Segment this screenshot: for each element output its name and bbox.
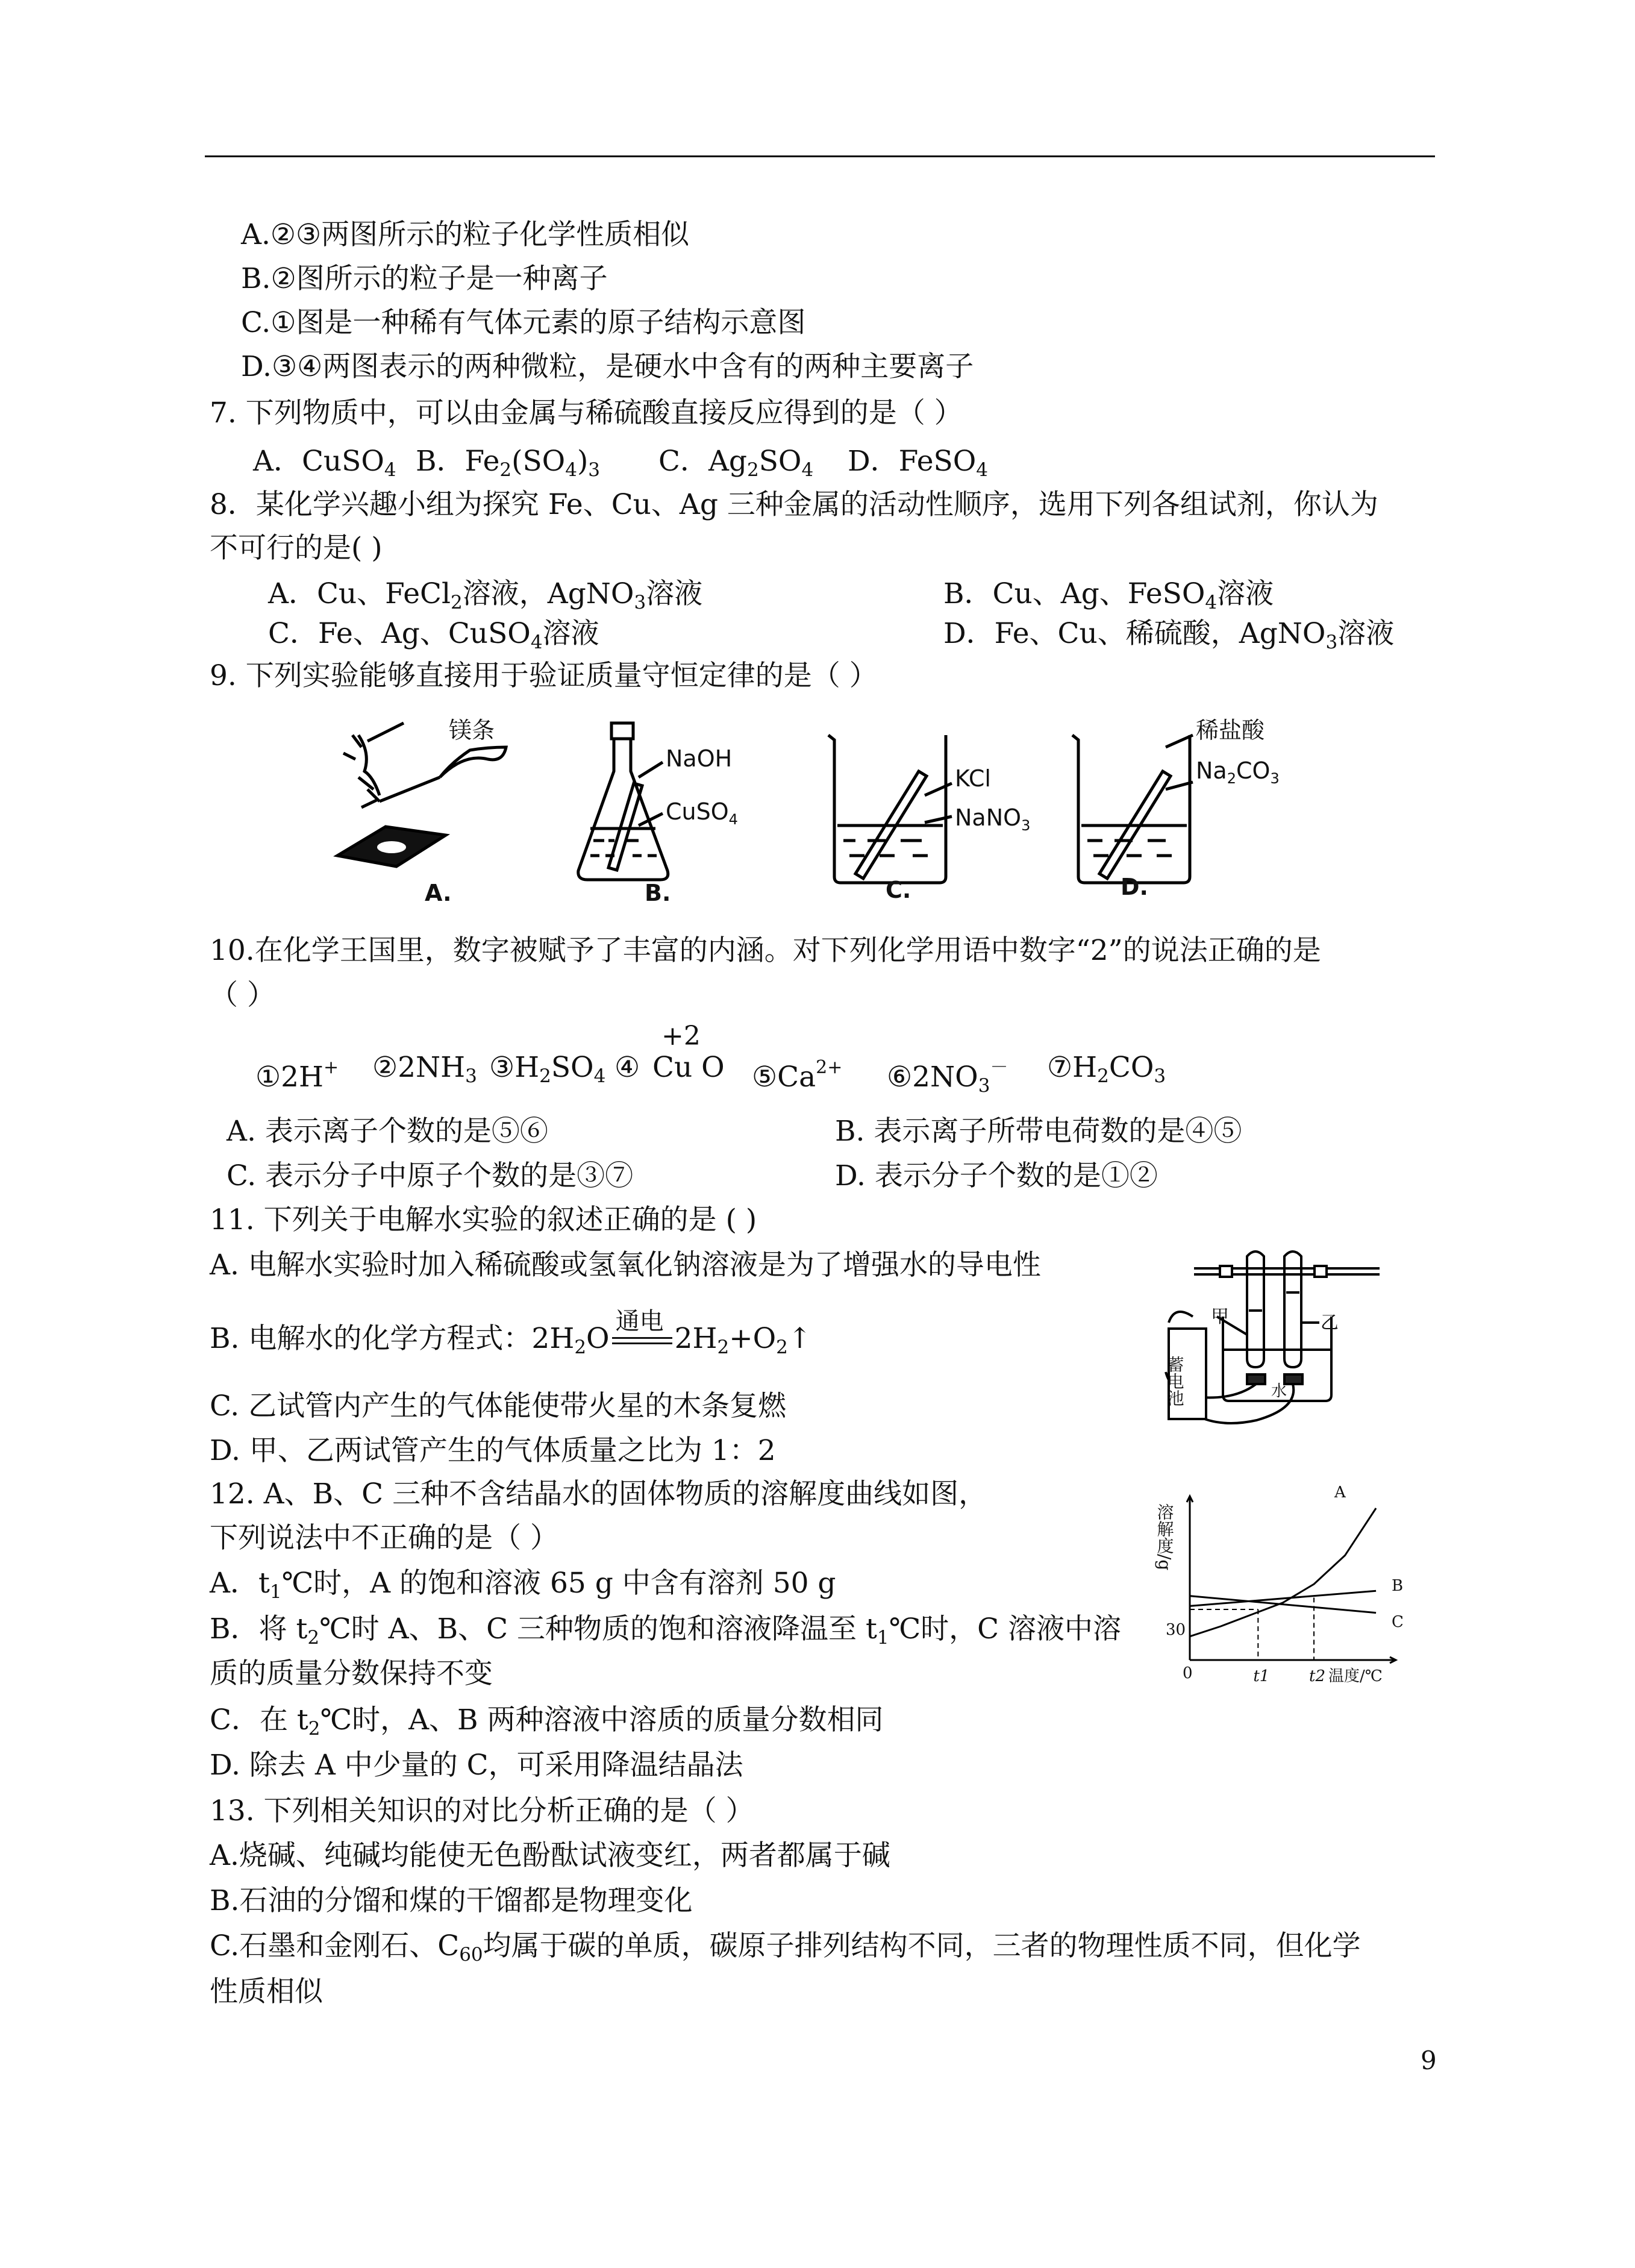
battery-label: 蓄电池: [1165, 1356, 1185, 1406]
q11-option-a: A. 电解水实验时加入稀硫酸或氢氧化钠溶液是为了增强水的导电性: [210, 1248, 1041, 1282]
q8-option-d: D．Fe、Cu、稀硫酸，AgNO$_3$溶液: [943, 617, 1395, 653]
q8-option-a: A．Cu、FeCl$_2$溶液，AgNO$_3$溶液: [268, 577, 703, 613]
q12-option-d: D. 除去 A 中少量的 C，可采用降温结晶法: [210, 1749, 743, 1782]
q7-stem: 7. 下列物质中，可以由金属与稀硫酸直接反应得到的是（ ）: [210, 396, 963, 430]
q11-option-c: C. 乙试管内产生的气体能使带火星的木条复燃: [210, 1389, 787, 1423]
q12-option-c: C．在 $t_2℃$时，A、B 两种溶液中溶质的质量分数相同: [210, 1703, 884, 1740]
x-tick-t2: t2: [1309, 1667, 1326, 1685]
q13-option-c-line2: 性质相似: [210, 1975, 323, 2008]
q9-fig-d-label1: 稀盐酸: [1196, 717, 1265, 744]
q10-option-b: B. 表示离子所带电荷数的是④⑤: [835, 1115, 1242, 1148]
q8-option-c: C．Fe、Ag、CuSO$_4$溶液: [268, 617, 599, 653]
x-tick-0: 0: [1183, 1664, 1193, 1682]
q10-item-2: $②2NH_3$: [372, 1051, 477, 1087]
q10-option-c: C. 表示分子中原子个数的是③⑦: [227, 1159, 634, 1192]
q10-item-4-formula: Cu O: [652, 1051, 725, 1084]
q9-fig-b-label2: CuSO$_4$: [666, 798, 738, 828]
q10-stem-line2: （ ）: [210, 979, 275, 1012]
q13-option-c-line1: C.石墨和金刚石、$C_{60}$均属于碳的单质，碳原子排列结构不同，三者的物理性质不同，但化学: [210, 1929, 1361, 1966]
q12-stem-line1: 12. A、B、C 三种不含结晶水的固体物质的溶解度曲线如图，: [210, 1477, 987, 1511]
q13-stem: 13. 下列相关知识的对比分析正确的是（ ）: [210, 1794, 754, 1828]
curve-a: [1190, 1508, 1376, 1637]
q9-fig-c-label1: KCl: [955, 765, 991, 792]
header-rule: [205, 155, 1435, 157]
q10-item-5: $⑤Ca^{2+}$: [752, 1057, 843, 1094]
q11-option-b: B. 电解水的化学方程式：$2H_2O$ 通电 $2H_2+O_2↑$: [210, 1308, 812, 1358]
q11-option-d: D. 甲、乙两试管产生的气体质量之比为 1：2: [210, 1434, 776, 1467]
q9-figure-b: [578, 723, 668, 880]
page-number: 9: [1421, 2046, 1437, 2075]
q7-option-c: C．$Ag_2SO_4$: [658, 445, 814, 481]
q9-figure-a: [337, 723, 506, 866]
q9-figure-c: [828, 735, 952, 883]
q12-option-b-line1: B．将 $t_2℃$时 A、B、C 三种物质的饱和溶液降温至 $t_1℃$时，C 溶液中溶: [210, 1612, 1122, 1649]
series-b-label: B: [1392, 1577, 1404, 1595]
chart-y-label: 溶解度/g: [1154, 1503, 1175, 1571]
series-a-label: A: [1334, 1483, 1346, 1502]
q8-option-b: B．Cu、Ag、FeSO$_4$溶液: [943, 577, 1274, 613]
q6-option-a: A.②③两图所示的粒子化学性质相似: [241, 218, 690, 251]
q8-stem-line2: 不可行的是( ): [210, 531, 383, 565]
solubility-curve-chart: [1154, 1479, 1419, 1708]
q12-option-a: A．$t_1℃$时，A 的饱和溶液 65 g 中含有溶剂 50 g: [210, 1567, 836, 1603]
q9-caption-c: C.: [886, 877, 911, 903]
q9-caption-d: D.: [1121, 874, 1148, 900]
q10-option-d: D. 表示分子个数的是①②: [835, 1159, 1158, 1192]
q10-item-7: $⑦H_2CO_3$: [1047, 1051, 1166, 1087]
q7-option-b: B．$Fe_2(SO_4)_3$: [416, 445, 601, 481]
q10-option-a: A. 表示离子个数的是⑤⑥: [227, 1115, 548, 1148]
q9-figure-d: [1072, 735, 1193, 883]
q13-option-b: B.石油的分馏和煤的干馏都是物理变化: [210, 1884, 693, 1917]
q6-option-b: B.②图所示的粒子是一种离子: [241, 262, 608, 295]
q9-stem: 9. 下列实验能够直接用于验证质量守恒定律的是（ ）: [210, 659, 878, 692]
q11-stem: 11. 下列关于电解水实验的叙述正确的是 ( ): [210, 1203, 757, 1236]
water-label: 水: [1271, 1382, 1287, 1400]
q12-stem-line2: 下列说法中不正确的是（ ）: [210, 1521, 558, 1555]
tube-jia-label: 甲: [1211, 1306, 1229, 1327]
q9-fig-c-label2: NaNO$_3$: [955, 804, 1031, 834]
q8-stem-line1: 8．某化学兴趣小组为探究 Fe、Cu、Ag 三种金属的活动性顺序，选用下列各组试剂，你认为: [210, 488, 1378, 521]
chart-x-label: 温度/℃: [1328, 1667, 1383, 1685]
tube-yi-label: 乙: [1321, 1312, 1339, 1333]
y-tick-30: 30: [1166, 1621, 1186, 1639]
q9-fig-a-label: 镁条: [449, 717, 495, 744]
q10-item-4-valence: +2: [661, 1021, 701, 1051]
q9-fig-d-label2: $Na_2CO_3$: [1196, 757, 1280, 787]
q6-option-c: C.①图是一种稀有气体元素的原子结构示意图: [241, 306, 806, 339]
q10-item-3: $③H_2SO_4$: [489, 1051, 606, 1087]
q12-option-b-line2: 质的质量分数保持不变: [210, 1657, 493, 1690]
q9-fig-b-label1: NaOH: [666, 745, 733, 772]
q9-caption-a: A.: [425, 880, 452, 906]
q7-option-d: D．FeSO$_4$: [848, 445, 989, 481]
q10-item-1: ①2H+: [255, 1057, 339, 1094]
q9-experiment-figures: [325, 711, 1280, 910]
q7-option-a: A．CuSO$_4$: [253, 445, 396, 481]
x-tick-t1: t1: [1253, 1667, 1270, 1685]
q13-option-a: A.烧碱、纯碱均能使无色酚酞试液变红，两者都属于碱: [210, 1839, 890, 1872]
series-c-label: C: [1392, 1613, 1404, 1631]
q9-caption-b: B.: [645, 880, 671, 906]
q10-item-6: $⑥2NO_3^-$: [887, 1057, 1008, 1097]
q6-option-d: D.③④两图表示的两种微粒，是硬水中含有的两种主要离子: [241, 350, 974, 383]
q10-item-4-prefix: ④: [614, 1051, 640, 1084]
q10-stem-line1: 10.在化学王国里，数字被赋予了丰富的内涵。对下列化学用语中数字“2”的说法正确的是: [210, 934, 1321, 967]
electrolysis-apparatus-figure: [1157, 1238, 1404, 1431]
